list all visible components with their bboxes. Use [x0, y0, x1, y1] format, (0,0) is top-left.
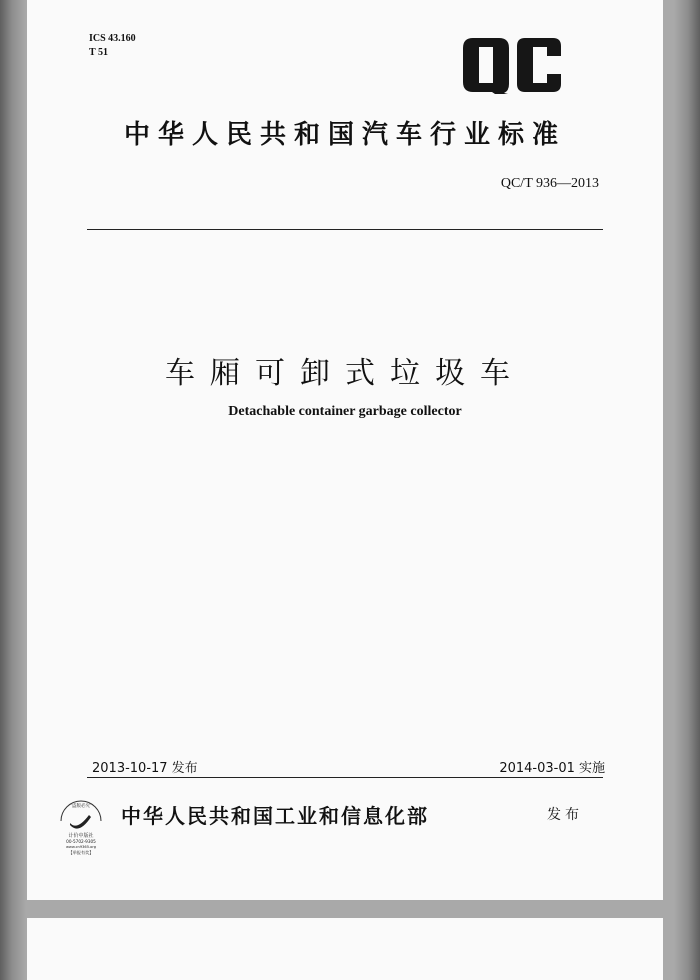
- release-date: 2013-10-17 发布: [92, 761, 198, 776]
- anti-piracy-stamp: [53, 795, 109, 857]
- standard-number: QC/T 936—2013: [500, 176, 599, 191]
- classification-code: T 51: [89, 47, 108, 58]
- industry-standard-title: 中华人民共和国汽车行业标准: [123, 120, 566, 150]
- footer-divider: [87, 777, 603, 778]
- checkmark-icon: [70, 815, 91, 829]
- stamp-line-5: 【举报有奖】: [68, 850, 94, 855]
- stamp-line-1: “盗版必究”: [69, 804, 93, 809]
- logo-q-glyph: [463, 38, 509, 94]
- document-title-chinese: 车厢可卸式垃圾车: [165, 356, 525, 391]
- document-title-english: Detachable container garbage collector: [228, 404, 462, 419]
- issue-label: 发布: [547, 807, 583, 823]
- stamp-line-3: 00-5702-9305: [66, 839, 96, 844]
- stamp-line-4: www.cn9365.org: [65, 845, 97, 849]
- classification-block: [89, 32, 136, 60]
- stamp-line-2: 计价中版社: [68, 833, 94, 839]
- logo-c-glyph: [517, 38, 561, 92]
- next-page-preview: [27, 918, 663, 980]
- ics-code: ICS 43.160: [89, 33, 136, 44]
- implementation-date: 2014-03-01 实施: [499, 761, 605, 776]
- issuing-ministry: 中华人民共和国工业和信息化部: [121, 804, 429, 828]
- qc-logo: [459, 38, 565, 94]
- header-divider: [87, 229, 603, 230]
- document-cover-page: [27, 0, 663, 900]
